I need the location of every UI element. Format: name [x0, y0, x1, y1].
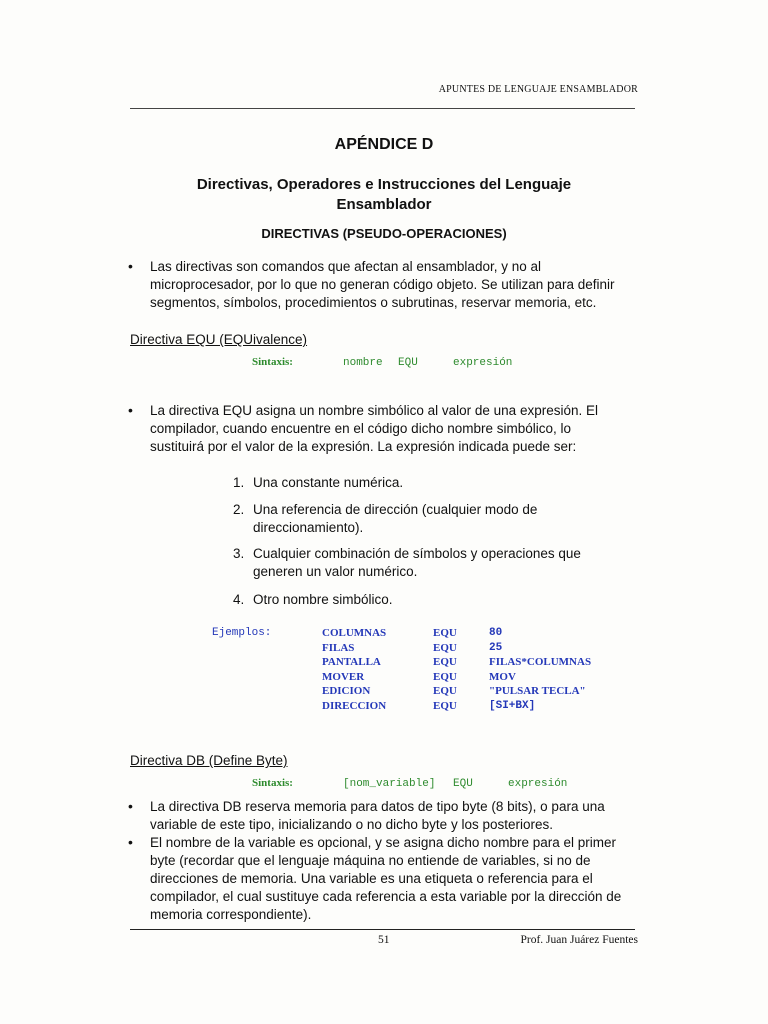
example-keyword: EQU	[433, 627, 457, 639]
subtitle-line: Ensamblador	[336, 196, 432, 213]
list-text: Una constante numérica.	[253, 475, 404, 490]
list-text: Otro nombre simbólico.	[253, 592, 393, 607]
example-keyword: EQU	[433, 671, 457, 683]
list-number: 3.	[233, 546, 245, 561]
db-heading: Directiva DB (Define Byte)	[130, 753, 288, 768]
example-keyword: EQU	[433, 642, 457, 654]
section-title: DIRECTIVAS (PSEUDO-OPERACIONES)	[261, 226, 507, 241]
text-line: byte (recordar que el lenguaje máquina no entiende de variables, si no de	[150, 853, 591, 868]
text-line: direcciones de memoria. Una variable es una etiqueta o referencia para el	[150, 871, 593, 886]
text-line: memoria correspondiente).	[150, 907, 312, 922]
example-value: "PULSAR TECLA"	[489, 685, 586, 697]
bullet-icon: •	[128, 258, 133, 274]
example-keyword: EQU	[433, 700, 457, 712]
db-syntax-name: [nom_variable]	[343, 778, 436, 790]
db-description	[150, 798, 638, 834]
db-variable-note	[150, 834, 638, 924]
bullet-icon: •	[128, 798, 133, 814]
db-syntax-expression: expresión	[508, 778, 568, 790]
examples-label: Ejemplos:	[212, 627, 272, 639]
bullet-icon: •	[128, 402, 133, 418]
equ-syntax-expression: expresión	[453, 357, 513, 369]
text-line: compilador, cuando encuentre en el código dicho nombre simbólico, lo	[150, 421, 572, 436]
example-name: FILAS	[322, 642, 355, 654]
equ-description	[150, 402, 638, 456]
example-value: [SI+BX]	[489, 700, 536, 712]
example-name: COLUMNAS	[322, 627, 387, 639]
text-line: compilador, el cual sustituye cada referencia a esta variable por la dirección de	[150, 889, 622, 904]
example-keyword: EQU	[433, 656, 457, 668]
text-line: sustituirá por el valor de la expresión. La expresión indicada puede ser:	[150, 439, 577, 454]
example-name: PANTALLA	[322, 656, 381, 668]
subtitle-line: Directivas, Operadores e Instrucciones del Lenguaje	[196, 176, 572, 193]
list-text: Una referencia de dirección (cualquier modo de	[253, 502, 538, 517]
example-keyword: EQU	[433, 685, 457, 697]
text-line: El nombre de la variable es opcional, y se asigna dicho nombre para el primer	[150, 835, 617, 850]
equ-syntax-name: nombre	[343, 357, 383, 369]
example-value: 80	[489, 627, 503, 639]
db-syntax-label: Sintaxis:	[252, 777, 293, 789]
footer-rule	[130, 929, 635, 930]
equ-syntax-label: Sintaxis:	[252, 356, 293, 368]
text-line: La directiva EQU asigna un nombre simbólico al valor de una expresión. El	[150, 403, 598, 418]
list-item	[233, 591, 613, 609]
list-item	[233, 474, 613, 492]
page-number: 51	[378, 934, 390, 946]
text-line: variable de este tipo, inicializando o no dicho byte y los posteriores.	[150, 817, 553, 832]
text-line: segmentos, símbolos, procedimientos o subrutinas, reservar memoria, etc.	[150, 295, 597, 310]
intro-paragraph	[150, 258, 638, 312]
footer-author: Prof. Juan Juárez Fuentes	[520, 934, 638, 946]
list-text: direccionamiento).	[253, 520, 364, 535]
list-number: 2.	[233, 502, 245, 517]
equ-syntax-keyword: EQU	[398, 357, 418, 369]
list-number: 1.	[233, 475, 245, 490]
text-line: La directiva DB reserva memoria para datos de tipo byte (8 bits), o para una	[150, 799, 605, 814]
list-item	[233, 545, 613, 581]
bullet-icon: •	[128, 834, 133, 850]
example-value: FILAS*COLUMNAS	[489, 656, 592, 668]
list-text: generen un valor numérico.	[253, 564, 418, 579]
example-name: MOVER	[322, 671, 365, 683]
list-item	[233, 501, 613, 537]
example-name: DIRECCION	[322, 700, 387, 712]
equ-heading: Directiva EQU (EQUivalence)	[130, 332, 308, 347]
running-header: APUNTES DE LENGUAJE ENSAMBLADOR	[438, 84, 638, 95]
appendix-subtitle	[0, 175, 768, 215]
text-line: Las directivas son comandos que afectan al ensamblador, y no al	[150, 259, 541, 274]
list-text: Cualquier combinación de símbolos y operaciones que	[253, 546, 581, 561]
example-value: MOV	[489, 671, 516, 683]
header-rule	[130, 108, 635, 109]
text-line: microprocesador, por lo que no generan código objeto. Se utilizan para definir	[150, 277, 615, 292]
db-syntax-keyword: EQU	[453, 778, 473, 790]
appendix-title: APÉNDICE D	[334, 136, 434, 153]
example-name: EDICION	[322, 685, 371, 697]
example-value: 25	[489, 642, 503, 654]
list-number: 4.	[233, 592, 245, 607]
